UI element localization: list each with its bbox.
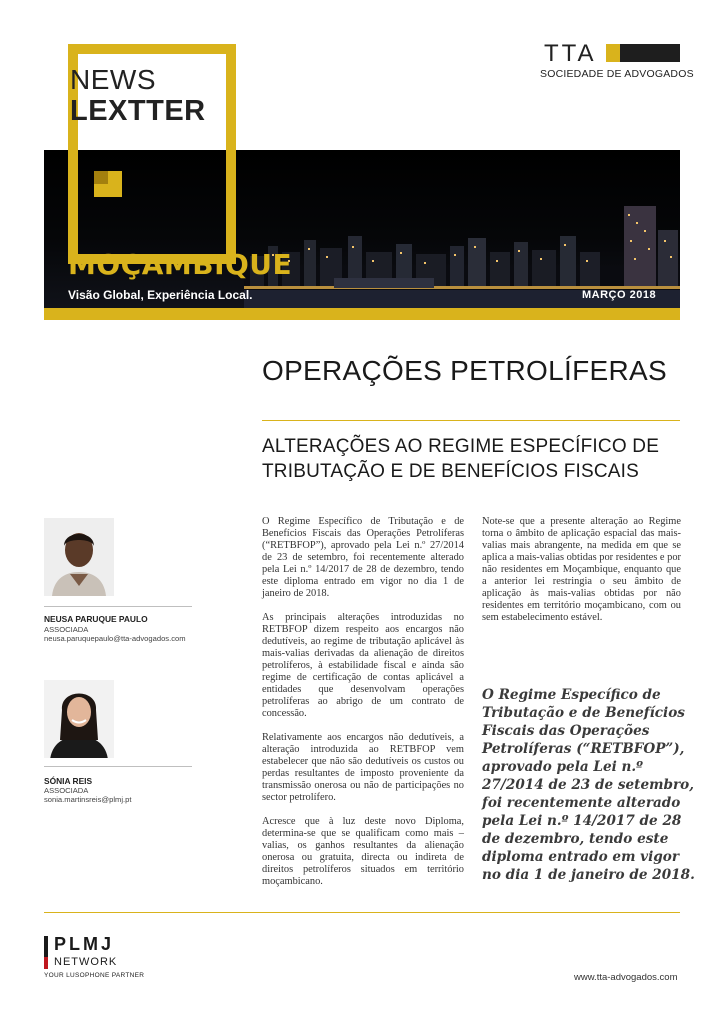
author-divider: [44, 766, 192, 767]
tta-logo-gold-block: [606, 44, 620, 62]
paragraph: Note-se que a presente alteração ao Regime torna o âmbito de aplicação espacial das mais-valias mais abrangente, na medida em que se aplica a mais-valias obtidas por residentes e por não residentes em Moçambique, enquanto que a anterior lei restringia o seu âmbito de aplicação às mais-valias obtidas por não residentes em território moçambicano, com ou sem estabelecimento estável.: [482, 516, 681, 623]
newsletter-title-news: NEWS: [70, 64, 156, 95]
author-photo-neusa: [44, 518, 114, 596]
article-column-1: [262, 516, 464, 900]
article-title: OPERAÇÕES PETROLÍFERAS: [262, 355, 667, 386]
author-name: SÓNIA REIS: [44, 776, 93, 786]
plmj-logo-text: PLMJ: [54, 934, 115, 954]
plmj-partner-text: YOUR LUSOPHONE PARTNER: [44, 972, 145, 979]
logo-frame-overlay: [68, 150, 236, 264]
author-divider: [44, 606, 192, 607]
plmj-network-text: NETWORK: [54, 956, 118, 968]
pull-quote: O Regime Específico de Tributação e de Benefícios Fiscais das Operações Petrolíferas (“RETBFOP”), aprovado pela Lei n.º 27/2014 de 23 de setembro, foi recentemente alterado pela Lei n.º 14/2017 de 28 de dezembro, tendo este diploma entrado em vigor no dia 1 de janeiro de 2018.: [482, 687, 695, 883]
tta-logo-subtitle: SOCIEDADE DE ADVOGADOS: [540, 68, 694, 80]
newsletter-title-lextter: LEXTTER: [70, 95, 206, 127]
author-photo-sonia: [44, 680, 114, 758]
article-subtitle-line2: TRIBUTAÇÃO E DE BENEFÍCIOS FISCAIS: [262, 461, 640, 482]
article-subtitle-line1: ALTERAÇÕES AO REGIME ESPECÍFICO DE: [262, 436, 660, 457]
author-email[interactable]: sonia.martinsreis@plmj.pt: [44, 795, 132, 804]
paragraph: Relativamente aos encargos não dedutíveis, a alteração introduzida ao RETBFOP vem estabelecer que não são dedutíveis os custos ou perdas resultantes de imposto proveniente da transmissão onerosa ou não de participações no sector petrolífero.: [262, 732, 464, 803]
issue-date: MARÇO 2018: [582, 289, 657, 301]
paragraph: Acresce que à luz deste novo Diploma, determina-se que se qualificam como mais – valias, os ganhos resultantes da alienação onerosa ou gratuita, directa ou indireta de direitos petrolíferos situados em território moçambicano.: [262, 816, 464, 887]
author-email[interactable]: neusa.paruquepaulo@tta-advogados.com: [44, 634, 186, 643]
title-divider: [262, 420, 680, 421]
footer-divider: [44, 912, 680, 913]
tagline: Visão Global, Experiência Local.: [68, 288, 253, 302]
avatar: [44, 518, 114, 596]
paragraph: O Regime Específico de Tributação e de Benefícios Fiscais das Operações Petrolíferas (“RETBFOP”), aprovado pela Lei n.º 27/2014 de 23 de setembro, foi recentemente alterado pela Lei n.º 14/2017 de 28 de dezembro, tendo este diploma entrado em vigor no dia 1 de janeiro de 2018.: [262, 516, 464, 599]
avatar: [44, 680, 114, 758]
article-column-2: [482, 516, 681, 636]
article-subtitle: [262, 434, 692, 484]
tta-logo-text: TTA: [544, 40, 597, 67]
logo-gold-square-shade: [94, 171, 108, 184]
author-role: ASSOCIADA: [44, 786, 89, 795]
plmj-logo-red-bar: [44, 957, 48, 969]
author-name: NEUSA PARUQUE PAULO: [44, 614, 148, 624]
country-title: MOÇAMBIQUE: [68, 248, 293, 281]
plmj-logo-bar: [44, 936, 48, 957]
author-role: ASSOCIADA: [44, 625, 89, 634]
website-link[interactable]: www.tta-advogados.com: [574, 972, 678, 983]
paragraph: As principais alterações introduzidas no RETBFOP dizem respeito aos encargos não dedutíveis, ao regime de tributação aplicável às mais-valias derivadas da alienação de direitos petrolíferos, à estabilidade fiscal e ainda são regime de certificação de contas aplicável a entidades que desenvolvam operações petrolíferas ao abrigo de um contrato de concessão.: [262, 612, 464, 719]
hero-gold-strip: [44, 308, 680, 320]
